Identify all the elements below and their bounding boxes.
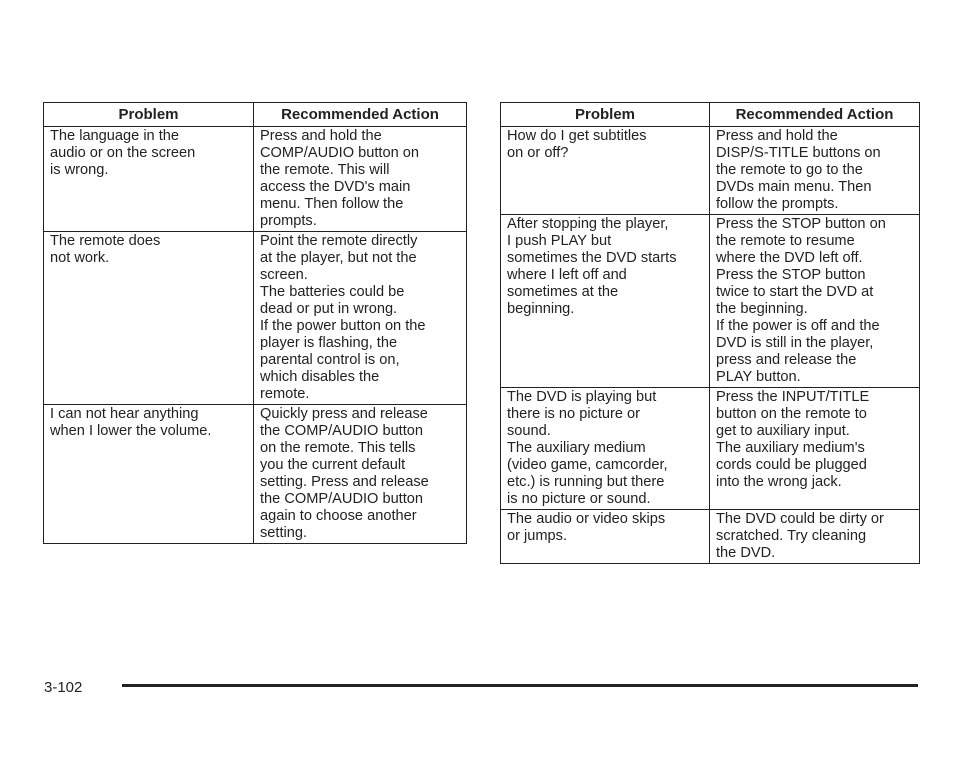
column-header-recommended-action: Recommended Action <box>254 103 467 127</box>
action-text: The DVD could be dirty or scratched. Try cleaning the DVD. <box>716 511 884 561</box>
action-cell <box>254 405 467 544</box>
problem-text: How do I get subtitles on or off? <box>507 128 647 161</box>
problem-cell <box>501 215 710 388</box>
table-row <box>501 510 920 564</box>
footer-divider <box>122 684 918 687</box>
problem-cell <box>44 127 254 232</box>
table-row <box>501 127 920 215</box>
action-text: Press the STOP button on the remote to resume where the DVD left off. Press the STOP button twice to start the DVD at the beginning. If the power is off and the DVD is still in the player, press and release the PLAY button. <box>716 216 886 385</box>
action-cell <box>254 232 467 405</box>
action-text: Press and hold the COMP/AUDIO button on the remote. This will access the DVD's main menu. Then follow the prompts. <box>260 128 419 229</box>
table-header-row <box>44 103 467 127</box>
problem-text: The remote does not work. <box>50 233 161 266</box>
problem-cell <box>44 405 254 544</box>
action-text: Press the INPUT/TITLE button on the remote to get to auxiliary input. The auxiliary medium's cords could be plugged into the wrong jack. <box>716 389 870 490</box>
problem-cell <box>501 388 710 510</box>
action-cell <box>254 127 467 232</box>
column-header-problem: Problem <box>44 103 254 127</box>
table-row <box>501 388 920 510</box>
table-header-row <box>501 103 920 127</box>
page-number: 3-102 <box>44 679 83 696</box>
problem-cell <box>501 510 710 564</box>
problem-cell <box>44 232 254 405</box>
table-row <box>501 215 920 388</box>
action-text: Point the remote directly at the player, but not the screen. The batteries could be dead or put in wrong. If the power button on the player is flashing, the parental control is on, which disables the remote. <box>260 233 426 402</box>
problem-cell <box>501 127 710 215</box>
action-text: Press and hold the DISP/S-TITLE buttons on the remote to go to the DVDs main menu. Then follow the prompts. <box>716 128 881 212</box>
column-header-recommended-action: Recommended Action <box>710 103 920 127</box>
table-row <box>44 405 467 544</box>
troubleshooting-table-right <box>500 102 920 564</box>
problem-text: The audio or video skips or jumps. <box>507 511 666 544</box>
problem-text: I can not hear anything when I lower the volume. <box>50 406 212 439</box>
problem-text: The language in the audio or on the screen is wrong. <box>50 128 196 178</box>
action-cell <box>710 127 920 215</box>
problem-text: After stopping the player, I push PLAY but sometimes the DVD starts where I left off and sometimes at the beginning. <box>507 216 677 317</box>
table-row <box>44 127 467 232</box>
action-cell <box>710 215 920 388</box>
action-text: Quickly press and release the COMP/AUDIO button on the remote. This tells you the current default setting. Press and release the COMP/AUDIO button again to choose another setting. <box>260 406 429 541</box>
action-cell <box>710 510 920 564</box>
action-cell <box>710 388 920 510</box>
column-header-problem: Problem <box>501 103 710 127</box>
table-row <box>44 232 467 405</box>
problem-text: The DVD is playing but there is no picture or sound. The auxiliary medium (video game, camcorder, etc.) is running but there is no picture or sound. <box>507 389 668 507</box>
troubleshooting-table-left <box>43 102 467 544</box>
